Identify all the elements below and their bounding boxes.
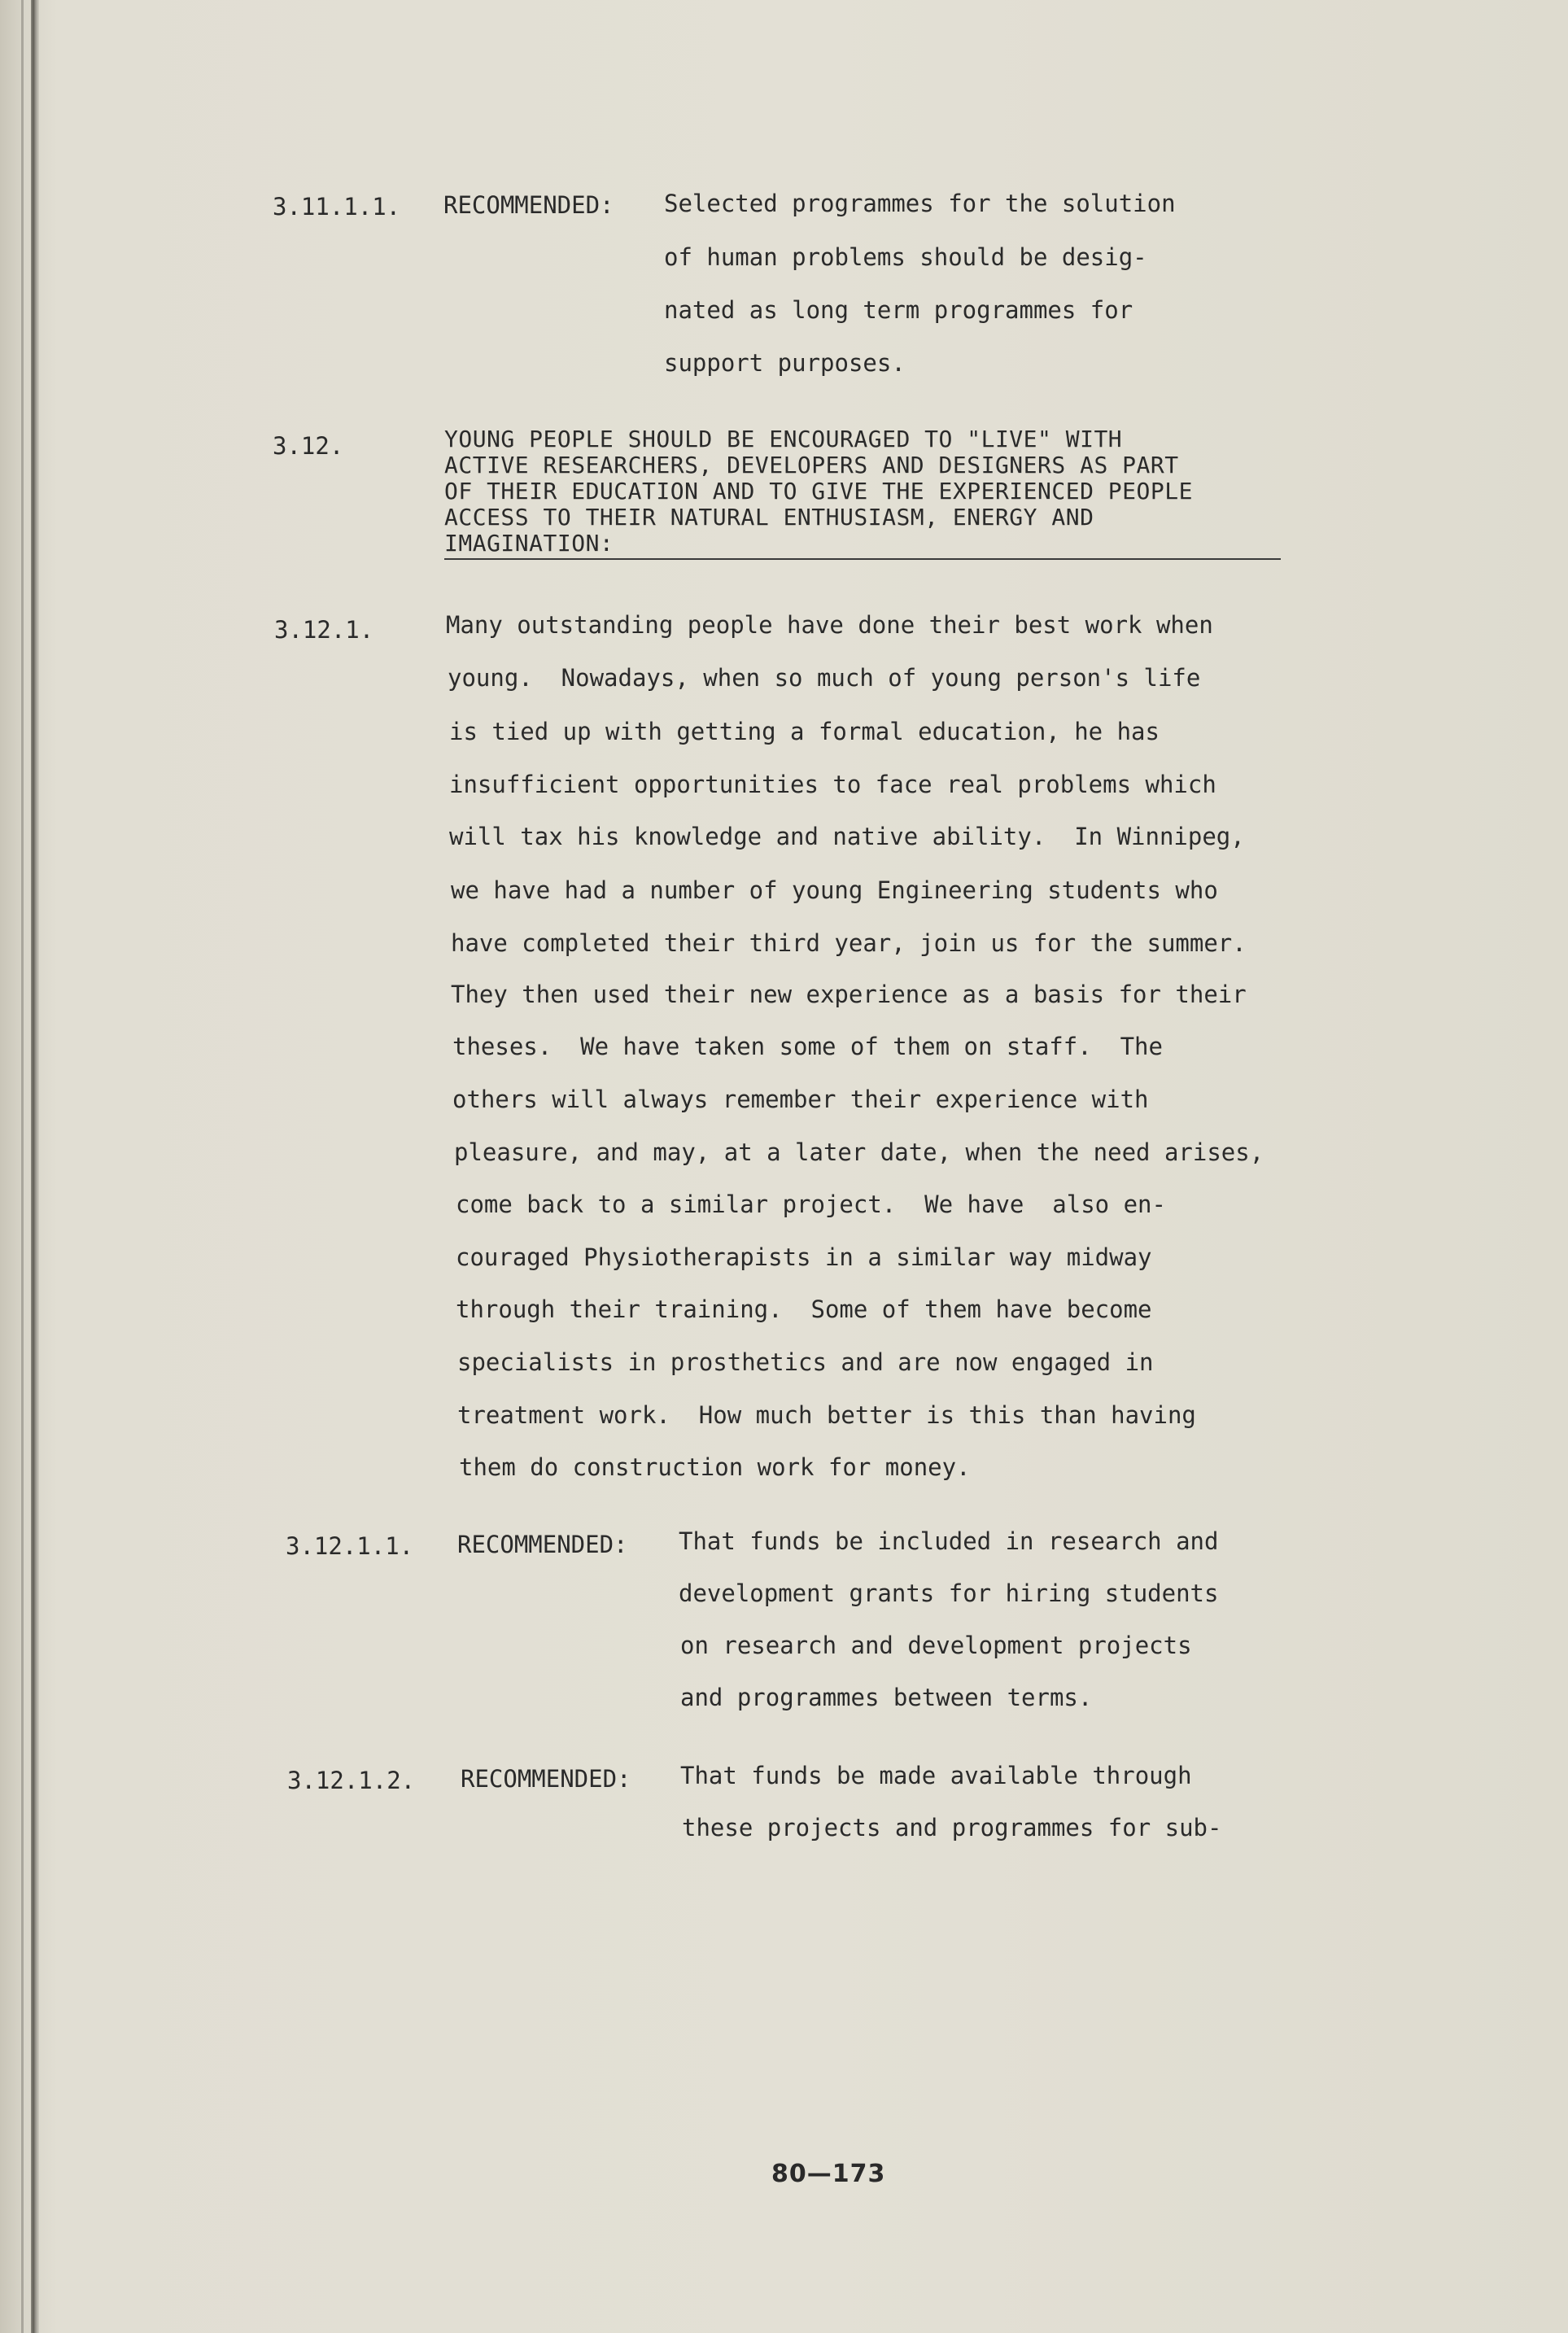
page-number: 80—173 [771, 2160, 886, 2188]
section-heading-line: OF THEIR EDUCATION AND TO GIVE THE EXPERIENCED PEOPLE [444, 478, 1193, 505]
text-line: have completed their third year, join us for the summer. [451, 929, 1247, 957]
binding-spine [31, 0, 39, 2333]
section-number: 3.12. [273, 432, 344, 460]
text-line: others will always remember their experience with [452, 1086, 1149, 1113]
text-line: pleasure, and may, at a later date, when the need arises, [454, 1138, 1264, 1166]
text-line: support purposes. [664, 349, 906, 377]
text-line: development grants for hiring students [679, 1579, 1219, 1607]
text-line: them do construction work for money. [459, 1453, 971, 1481]
section-number: 3.12.1.2. [287, 1767, 416, 1794]
text-line: of human problems should be desig- [664, 243, 1147, 271]
text-line: theses. We have taken some of them on staff. The [452, 1033, 1163, 1060]
text-line: specialists in prosthetics and are now engaged in [457, 1348, 1154, 1376]
text-line: these projects and programmes for sub- [682, 1814, 1222, 1841]
text-line: Selected programmes for the solution [664, 190, 1176, 217]
text-line: That funds be included in research and [679, 1527, 1219, 1555]
text-line: is tied up with getting a formal education, he has [449, 718, 1160, 745]
recommended-label: RECOMMENDED: [443, 191, 614, 219]
text-line: we have had a number of young Engineering students who [451, 876, 1218, 904]
text-line: through their training. Some of them have become [456, 1295, 1152, 1323]
text-line: on research and development projects [680, 1632, 1192, 1659]
section-number: 3.11.1.1. [273, 193, 401, 221]
section-heading-line: ACTIVE RESEARCHERS, DEVELOPERS AND DESIGNERS AS PART [444, 452, 1179, 478]
section-number: 3.12.1. [274, 616, 374, 644]
recommended-label: RECOMMENDED: [457, 1531, 628, 1558]
section-number: 3.12.1.1. [286, 1532, 414, 1560]
text-line: treatment work. How much better is this than having [457, 1401, 1196, 1429]
section-heading-line: YOUNG PEOPLE SHOULD BE ENCOURAGED TO "LIVE" WITH [444, 426, 1123, 452]
text-line: nated as long term programmes for [664, 296, 1133, 324]
text-line: will tax his knowledge and native ability. In Winnipeg, [449, 823, 1245, 850]
heading-underline [444, 558, 1281, 560]
section-heading-line: IMAGINATION: [444, 530, 614, 557]
text-line: insufficient opportunities to face real problems which [449, 771, 1216, 798]
binding-edge [21, 0, 24, 2333]
text-line: couraged Physiotherapists in a similar way midway [456, 1243, 1152, 1271]
text-line: They then used their new experience as a basis for their [451, 981, 1247, 1008]
text-line: young. Nowadays, when so much of young person's life [448, 664, 1201, 692]
recommended-label: RECOMMENDED: [461, 1765, 631, 1793]
text-line: That funds be made available through [680, 1762, 1192, 1789]
text-line: and programmes between terms. [680, 1684, 1093, 1711]
text-line: Many outstanding people have done their best work when [446, 611, 1213, 639]
section-heading-line: ACCESS TO THEIR NATURAL ENTHUSIASM, ENERGY AND [444, 504, 1094, 531]
text-line: come back to a similar project. We have also en- [456, 1191, 1166, 1218]
